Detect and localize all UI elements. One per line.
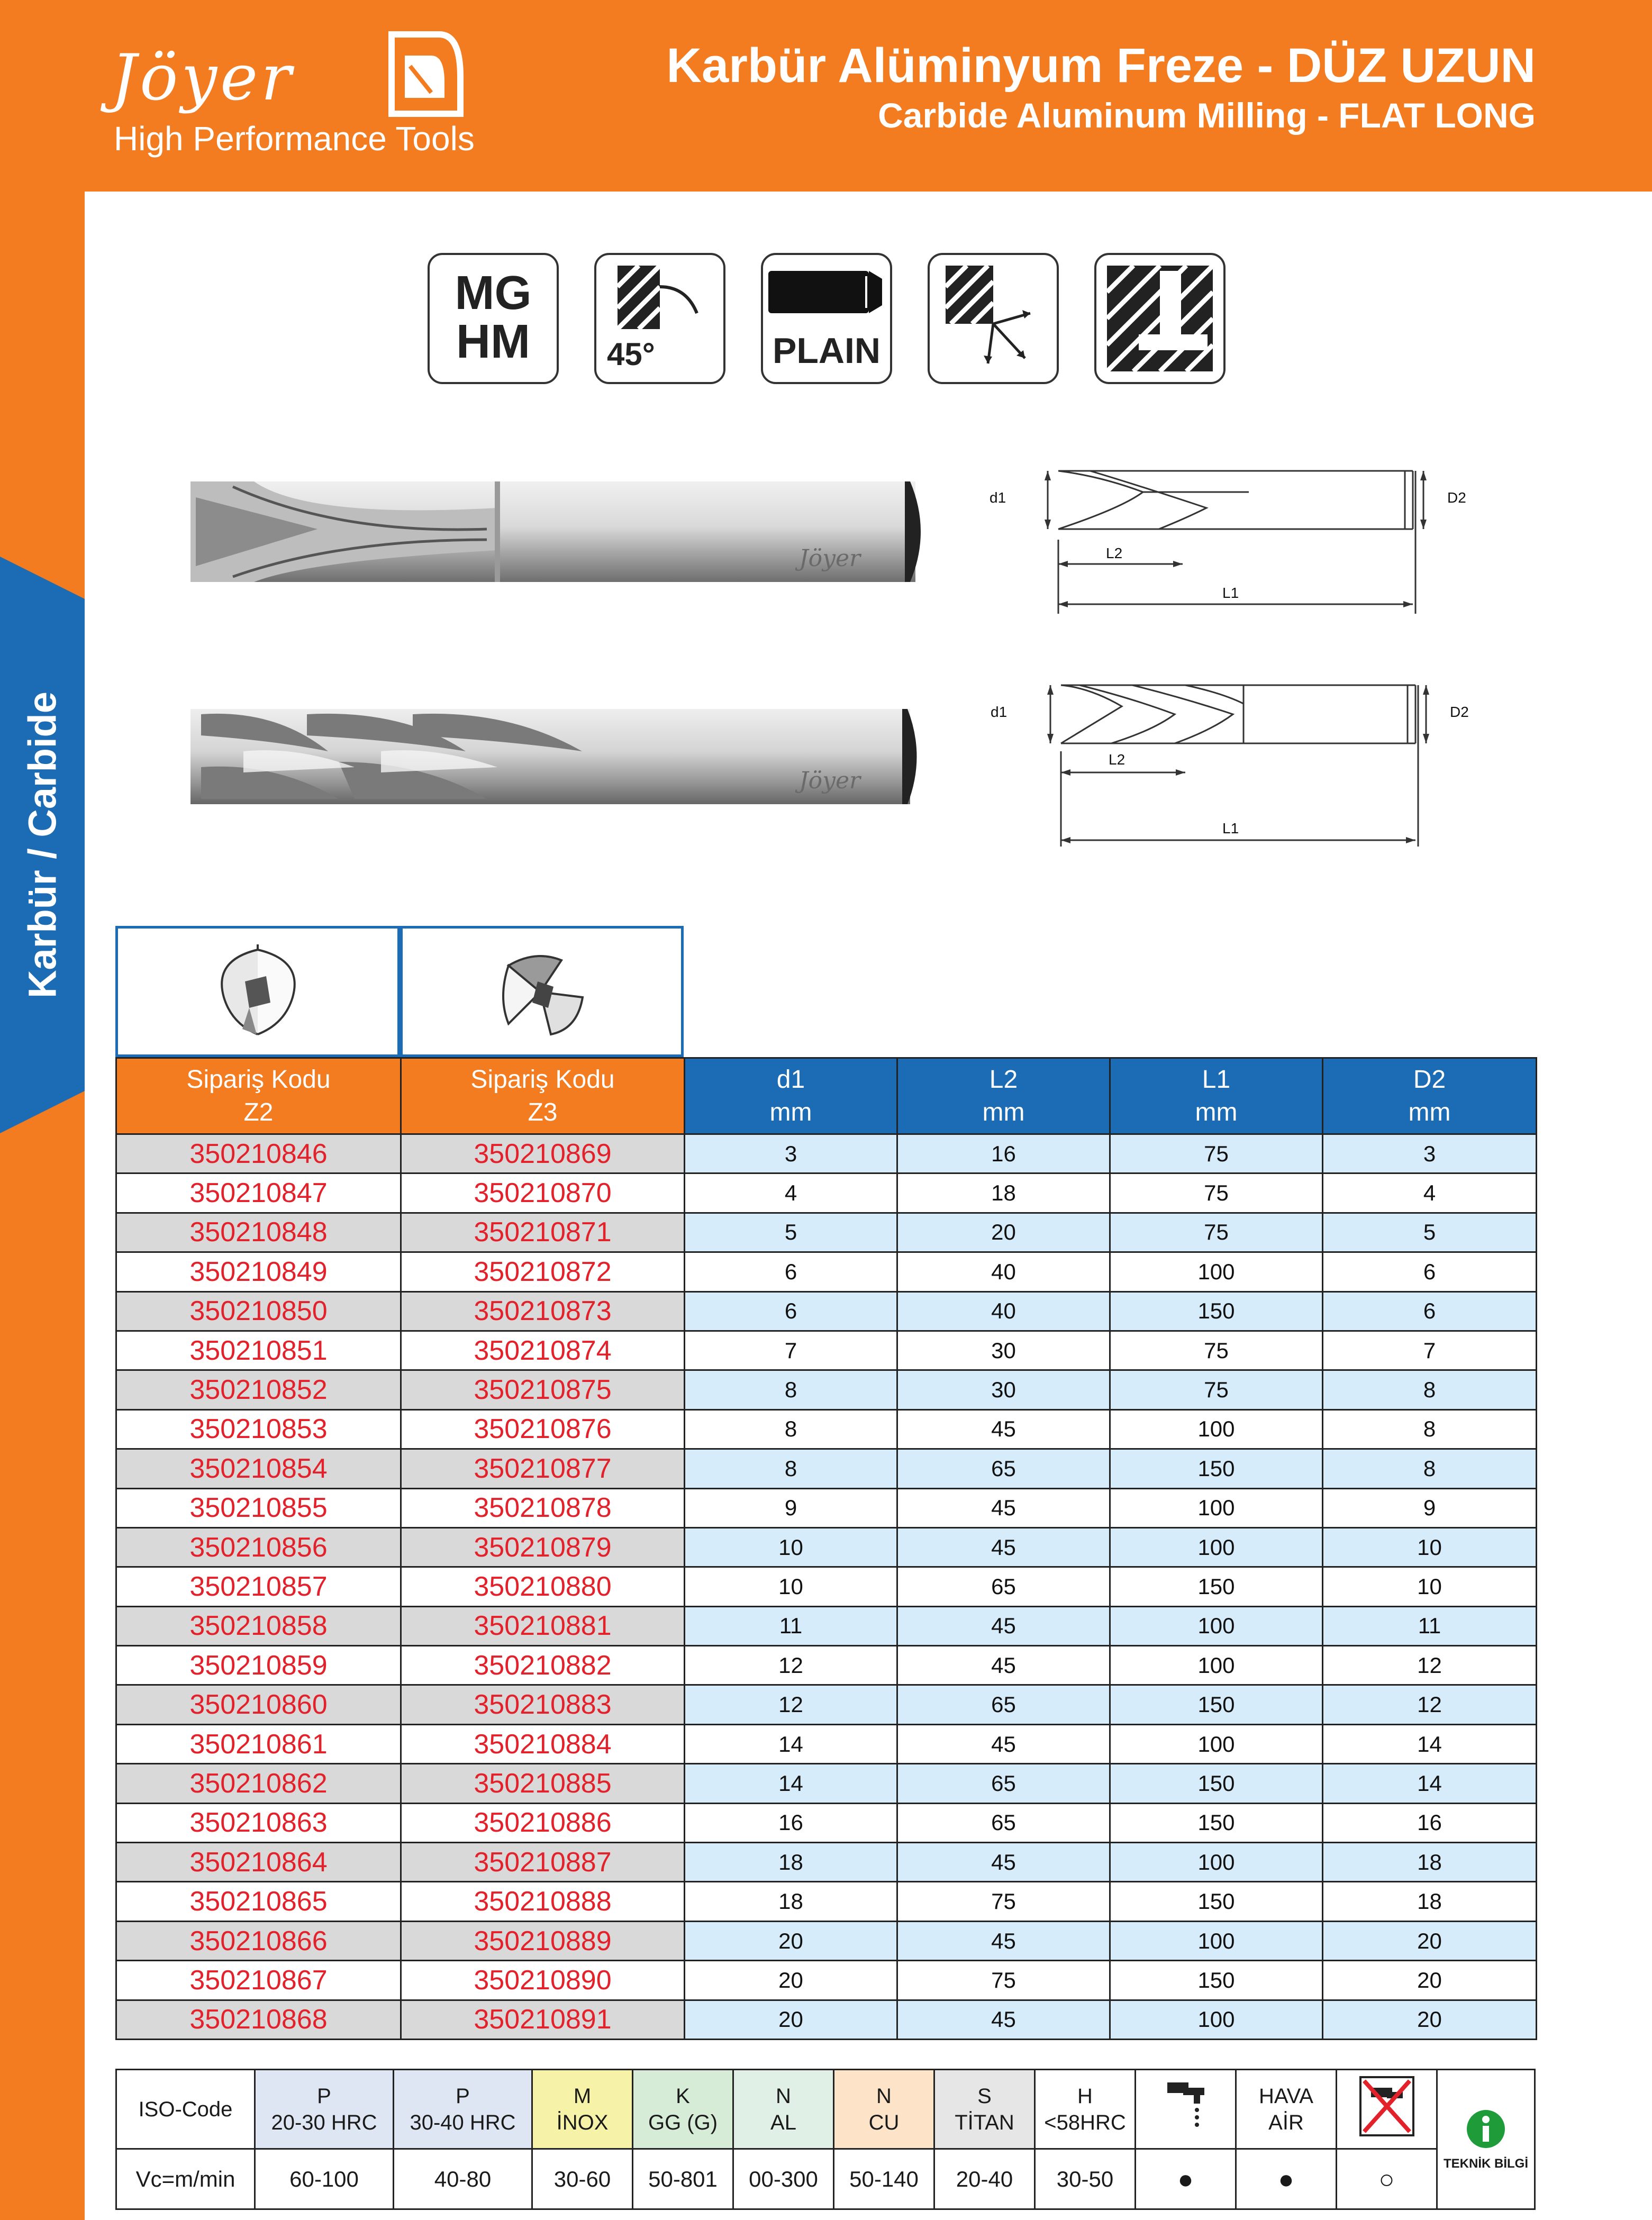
order-code-z2: 350210854 (116, 1449, 401, 1488)
cell-l2: 65 (897, 1685, 1110, 1724)
left-side-bar (0, 192, 85, 2220)
order-code-z2: 350210867 (116, 1961, 401, 2000)
info-icon[interactable]: TEKNİK BİLGİ (1437, 2070, 1535, 2209)
tool-engraving-z3: Jöyer (799, 767, 861, 794)
cell-l1: 150 (1110, 1567, 1323, 1606)
brand-tagline: High Performance Tools (114, 120, 475, 158)
order-code-z3: 350210877 (401, 1449, 685, 1488)
order-code-z3: 350210879 (401, 1527, 685, 1567)
order-code-z3: 350210880 (401, 1567, 685, 1606)
table-row (116, 1173, 1537, 1213)
table-row (116, 1331, 1537, 1370)
col-header-d2: D2 mm (1323, 1058, 1537, 1134)
table-row (116, 1685, 1537, 1724)
cell-d1: 18 (685, 1843, 897, 1882)
cell-l1: 150 (1110, 1764, 1323, 1803)
table-row (116, 1527, 1537, 1567)
cell-l1: 100 (1110, 1606, 1323, 1645)
cell-d1: 8 (685, 1370, 897, 1409)
cutting-speed-value: 20-40 (934, 2149, 1035, 2209)
air-mark: ● (1236, 2149, 1337, 2209)
label-L2-z3: L2 (1109, 751, 1125, 768)
cell-l1: 75 (1110, 1134, 1323, 1173)
shank-plain-label: PLAIN (773, 331, 881, 371)
col-header-d1: d1 mm (685, 1058, 897, 1134)
cell-d1: 14 (685, 1764, 897, 1803)
table-row (116, 1409, 1537, 1449)
cell-l1: 150 (1110, 1803, 1323, 1842)
cell-l2: 40 (897, 1291, 1110, 1331)
cell-l2: 16 (897, 1134, 1110, 1173)
iso-material-header: P 20-30 HRC (255, 2070, 394, 2149)
cell-l1: 75 (1110, 1173, 1323, 1213)
order-code-z2: 350210868 (116, 2000, 401, 2039)
cell-d1: 20 (685, 1921, 897, 1960)
cutting-direction-drawing (930, 255, 1057, 382)
cell-d2: 12 (1323, 1646, 1537, 1685)
cell-d1: 18 (685, 1882, 897, 1921)
cell-l2: 45 (897, 1843, 1110, 1882)
table-row (116, 1291, 1537, 1331)
order-code-z2: 350210864 (116, 1843, 401, 1882)
cross-section-z3-icon (403, 929, 681, 1054)
cell-l2: 65 (897, 1764, 1110, 1803)
cell-d2: 18 (1323, 1882, 1537, 1921)
coolant-mark: ● (1136, 2149, 1236, 2209)
cell-d2: 4 (1323, 1173, 1537, 1213)
order-code-z3: 350210878 (401, 1488, 685, 1527)
iso-code-label: ISO-Code (116, 2070, 255, 2149)
cell-d1: 8 (685, 1409, 897, 1449)
coolant-icon (1136, 2070, 1236, 2149)
order-code-z3: 350210870 (401, 1173, 685, 1213)
table-row (116, 1843, 1537, 1882)
cell-d2: 14 (1323, 1724, 1537, 1763)
cell-d2: 11 (1323, 1606, 1537, 1645)
order-code-z2: 350210855 (116, 1488, 401, 1527)
material-line2: HM (456, 315, 530, 368)
order-code-z2: 350210852 (116, 1370, 401, 1409)
cell-l1: 100 (1110, 1409, 1323, 1449)
table-row (116, 2000, 1537, 2039)
cell-l1: 150 (1110, 1961, 1323, 2000)
table-row (116, 1921, 1537, 1960)
cutting-speed-value: 40-80 (394, 2149, 532, 2209)
label-L2-z2: L2 (1106, 545, 1123, 561)
cell-l1: 100 (1110, 1527, 1323, 1567)
iso-material-header: S TİTAN (934, 2070, 1035, 2149)
col-header-z3: Sipariş Kodu Z3 (401, 1058, 685, 1134)
order-code-z3: 350210872 (401, 1252, 685, 1291)
cell-l1: 100 (1110, 1921, 1323, 1960)
order-code-z3: 350210876 (401, 1409, 685, 1449)
helix-angle-icon (594, 253, 725, 384)
table-row (116, 1567, 1537, 1606)
page-title-tr: Karbür Alüminyum Freze - DÜZ UZUN (666, 39, 1536, 93)
iso-material-table (115, 2069, 1536, 2210)
table-row (116, 1488, 1537, 1527)
col-header-z2: Sipariş Kodu Z2 (116, 1058, 401, 1134)
cutting-speed-value: 00-300 (733, 2149, 834, 2209)
order-code-z2: 350210866 (116, 1921, 401, 1960)
table-row (116, 1370, 1537, 1409)
iso-material-header: P 30-40 HRC (394, 2070, 532, 2149)
order-code-z3: 350210873 (401, 1291, 685, 1331)
table-row (116, 1606, 1537, 1645)
cell-l2: 45 (897, 1646, 1110, 1685)
material-icon (428, 253, 559, 384)
order-code-z3: 350210890 (401, 1961, 685, 2000)
label-D2-z2: D2 (1447, 489, 1466, 506)
order-code-z2: 350210856 (116, 1527, 401, 1567)
cell-d2: 8 (1323, 1409, 1537, 1449)
order-code-z3: 350210871 (401, 1213, 685, 1252)
cell-d1: 14 (685, 1724, 897, 1763)
order-code-z3: 350210889 (401, 1921, 685, 1960)
cell-l2: 75 (897, 1961, 1110, 2000)
col-header-l2: L2 mm (897, 1058, 1110, 1134)
label-L1-z3: L1 (1222, 820, 1239, 836)
cell-d2: 6 (1323, 1291, 1537, 1331)
iso-material-header: K GG (G) (633, 2070, 733, 2149)
cell-d2: 14 (1323, 1764, 1537, 1803)
cell-d2: 18 (1323, 1843, 1537, 1882)
table-row (116, 1724, 1537, 1763)
table-row (116, 1882, 1537, 1921)
cell-l2: 18 (897, 1173, 1110, 1213)
helix-angle-label: 45° (607, 336, 655, 372)
order-code-z2: 350210858 (116, 1606, 401, 1645)
iso-material-header: H <58HRC (1035, 2070, 1136, 2149)
cell-l2: 45 (897, 1921, 1110, 1960)
product-table (115, 1057, 1537, 2040)
order-code-z3: 350210869 (401, 1134, 685, 1173)
cell-d1: 12 (685, 1685, 897, 1724)
cutting-direction-icon (928, 253, 1059, 384)
table-row (116, 1449, 1537, 1488)
cell-l2: 65 (897, 1567, 1110, 1606)
label-d1-z3: d1 (991, 704, 1007, 720)
cell-d2: 5 (1323, 1213, 1537, 1252)
cell-d2: 20 (1323, 2000, 1537, 2039)
order-code-z3: 350210891 (401, 2000, 685, 2039)
cell-l2: 45 (897, 1606, 1110, 1645)
cell-d1: 10 (685, 1527, 897, 1567)
order-code-z2: 350210851 (116, 1331, 401, 1370)
cell-d1: 9 (685, 1488, 897, 1527)
order-code-z2: 350210853 (116, 1409, 401, 1449)
shank-shape-icon (763, 255, 890, 329)
cell-d1: 8 (685, 1449, 897, 1488)
table-row (116, 1134, 1537, 1173)
cell-d1: 20 (685, 1961, 897, 2000)
label-D2-z3: D2 (1450, 704, 1469, 720)
cell-d1: 16 (685, 1803, 897, 1842)
order-code-z2: 350210863 (116, 1803, 401, 1842)
slotting-drawing (1096, 255, 1223, 382)
cell-d1: 7 (685, 1331, 897, 1370)
order-code-z3: 350210881 (401, 1606, 685, 1645)
cutting-speed-value: 30-50 (1035, 2149, 1136, 2209)
cell-d1: 12 (685, 1646, 897, 1685)
cell-l2: 45 (897, 2000, 1110, 2039)
order-code-z2: 350210862 (116, 1764, 401, 1803)
cell-l1: 75 (1110, 1331, 1323, 1370)
iso-material-header: N CU (834, 2070, 934, 2149)
cell-d1: 10 (685, 1567, 897, 1606)
cell-l1: 150 (1110, 1882, 1323, 1921)
order-code-z3: 350210885 (401, 1764, 685, 1803)
cell-d1: 3 (685, 1134, 897, 1173)
cell-d2: 7 (1323, 1331, 1537, 1370)
cross-section-z2-icon (118, 929, 397, 1054)
order-code-z3: 350210888 (401, 1882, 685, 1921)
dry-mark: ○ (1337, 2149, 1437, 2209)
cell-d2: 8 (1323, 1370, 1537, 1409)
order-code-z3: 350210884 (401, 1724, 685, 1763)
cross-section-z3-cell (400, 926, 684, 1057)
order-code-z2: 350210860 (116, 1685, 401, 1724)
cell-l1: 100 (1110, 1843, 1323, 1882)
cell-l2: 45 (897, 1724, 1110, 1763)
order-code-z3: 350210875 (401, 1370, 685, 1409)
cell-d2: 20 (1323, 1921, 1537, 1960)
cell-l2: 65 (897, 1803, 1110, 1842)
cell-l2: 45 (897, 1488, 1110, 1527)
slotting-icon (1094, 253, 1226, 384)
iso-material-header: M İNOX (532, 2070, 633, 2149)
material-line1: MG (455, 267, 532, 320)
iso-code-row (116, 2070, 1535, 2149)
cell-d1: 5 (685, 1213, 897, 1252)
order-code-z3: 350210874 (401, 1331, 685, 1370)
air-cooling-header: HAVA AİR (1236, 2070, 1337, 2149)
order-code-z2: 350210849 (116, 1252, 401, 1291)
label-d1-z2: d1 (990, 489, 1006, 506)
cell-d2: 10 (1323, 1527, 1537, 1567)
tool-image-z2 (180, 466, 952, 593)
order-code-z3: 350210883 (401, 1685, 685, 1724)
table-row (116, 1803, 1537, 1842)
cell-d2: 16 (1323, 1803, 1537, 1842)
cell-l1: 100 (1110, 1488, 1323, 1527)
cell-d2: 10 (1323, 1567, 1537, 1606)
order-code-z3: 350210882 (401, 1646, 685, 1685)
cell-d1: 11 (685, 1606, 897, 1645)
order-code-z2: 350210850 (116, 1291, 401, 1331)
cell-l1: 100 (1110, 2000, 1323, 2039)
cell-l1: 100 (1110, 1252, 1323, 1291)
order-code-z3: 350210886 (401, 1803, 685, 1842)
tool-engraving-z2: Jöyer (799, 545, 861, 572)
order-code-z2: 350210861 (116, 1724, 401, 1763)
cell-l1: 100 (1110, 1724, 1323, 1763)
order-code-z2: 350210857 (116, 1567, 401, 1606)
cutting-speed-value: 50-140 (834, 2149, 934, 2209)
cell-l2: 45 (897, 1409, 1110, 1449)
cell-l1: 150 (1110, 1291, 1323, 1331)
cutting-speed-row (116, 2149, 1535, 2209)
cell-l2: 30 (897, 1331, 1110, 1370)
cell-l1: 75 (1110, 1370, 1323, 1409)
cell-l2: 75 (897, 1882, 1110, 1921)
shank-plain-icon (761, 253, 892, 384)
cell-l2: 65 (897, 1449, 1110, 1488)
table-row (116, 1764, 1537, 1803)
cell-l2: 40 (897, 1252, 1110, 1291)
table-row (116, 1213, 1537, 1252)
brand-logo-text: Jöyer (111, 41, 295, 115)
cutting-speed-label: Vc=m/min (116, 2149, 255, 2209)
table-row (116, 1252, 1537, 1291)
cutting-speed-value: 50-801 (633, 2149, 733, 2209)
table-row (116, 1646, 1537, 1685)
cell-l1: 100 (1110, 1646, 1323, 1685)
cell-l1: 150 (1110, 1685, 1323, 1724)
label-L1-z2: L1 (1222, 585, 1239, 601)
cell-d2: 8 (1323, 1449, 1537, 1488)
cell-d2: 9 (1323, 1488, 1537, 1527)
order-code-z2: 350210848 (116, 1213, 401, 1252)
cell-l1: 150 (1110, 1449, 1323, 1488)
cell-d2: 6 (1323, 1252, 1537, 1291)
order-code-z3: 350210887 (401, 1843, 685, 1882)
iso-material-header: N AL (733, 2070, 834, 2149)
brand-logo-icon (381, 29, 466, 119)
cell-d1: 4 (685, 1173, 897, 1213)
header-banner (0, 0, 1652, 192)
cell-l2: 20 (897, 1213, 1110, 1252)
table-body (116, 1134, 1537, 2040)
cell-l1: 75 (1110, 1213, 1323, 1252)
table-row (116, 1961, 1537, 2000)
table-header-row (116, 1058, 1537, 1134)
cell-d2: 3 (1323, 1134, 1537, 1173)
cutting-speed-value: 60-100 (255, 2149, 394, 2209)
cell-l2: 30 (897, 1370, 1110, 1409)
cell-l2: 45 (897, 1527, 1110, 1567)
cell-d2: 12 (1323, 1685, 1537, 1724)
order-code-z2: 350210846 (116, 1134, 401, 1173)
no-coolant-icon (1337, 2070, 1437, 2149)
cutting-speed-value: 30-60 (532, 2149, 633, 2209)
category-tab-label: Karbür / Carbide (20, 692, 65, 998)
page-title-en: Carbide Aluminum Milling - FLAT LONG (878, 96, 1536, 135)
cell-d1: 20 (685, 2000, 897, 2039)
cell-d2: 20 (1323, 1961, 1537, 2000)
order-code-z2: 350210859 (116, 1646, 401, 1685)
cell-d1: 6 (685, 1252, 897, 1291)
order-code-z2: 350210847 (116, 1173, 401, 1213)
order-code-z2: 350210865 (116, 1882, 401, 1921)
cross-section-z2-cell (115, 926, 400, 1057)
col-header-l1: L1 mm (1110, 1058, 1323, 1134)
cell-d1: 6 (685, 1291, 897, 1331)
